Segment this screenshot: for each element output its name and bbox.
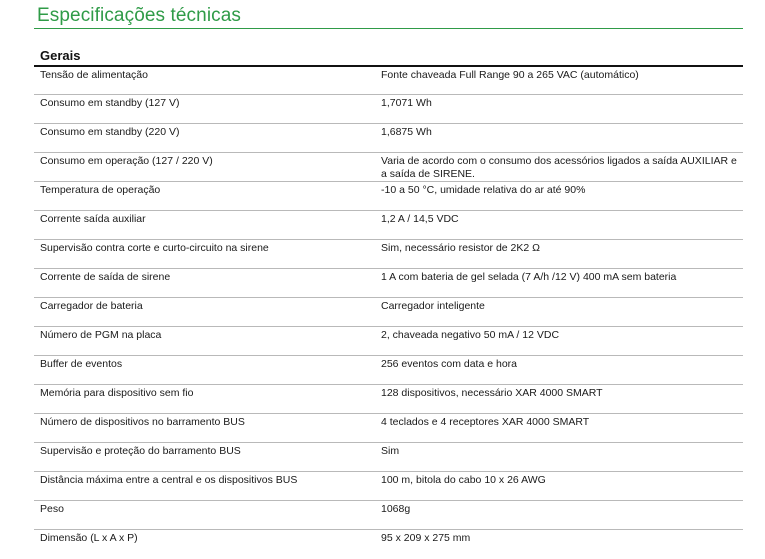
spec-row (34, 356, 743, 385)
spec-row (34, 501, 743, 530)
spec-value: Sim (381, 445, 400, 457)
spec-table (34, 67, 743, 559)
spec-row (34, 95, 743, 124)
spec-label: Número de PGM na placa (40, 329, 162, 341)
spec-label: Consumo em standby (127 V) (40, 97, 180, 109)
spec-value: Fonte chaveada Full Range 90 a 265 VAC (automático) (381, 69, 639, 81)
spec-label: Distância máxima entre a central e os dispositivos BUS (40, 474, 298, 486)
spec-row (34, 67, 743, 95)
spec-label: Número de dispositivos no barramento BUS (40, 416, 245, 428)
spec-label: Carregador de bateria (40, 300, 143, 312)
spec-label: Consumo em operação (127 / 220 V) (40, 155, 213, 167)
spec-value: Varia de acordo com o consumo dos acessórios ligados a saída AUXILIAR e a saída de SIRENE. (381, 155, 737, 180)
spec-label: Consumo em standby (220 V) (40, 126, 180, 138)
spec-row (34, 269, 743, 298)
spec-row (34, 211, 743, 240)
spec-value: -10 a 50 °C, umidade relativa do ar até 90% (381, 184, 586, 196)
spec-label: Corrente saída auxiliar (40, 213, 146, 225)
spec-value: 1,6875 Wh (381, 126, 432, 138)
spec-label: Supervisão contra corte e curto-circuito na sirene (40, 242, 269, 254)
spec-label: Memória para dispositivo sem fio (40, 387, 194, 399)
spec-value: 95 x 209 x 275 mm (381, 532, 471, 544)
spec-value: 2, chaveada negativo 50 mA / 12 VDC (381, 329, 560, 341)
spec-row (34, 153, 743, 182)
section-title: Gerais (40, 48, 81, 63)
spec-value: Carregador inteligente (381, 300, 485, 312)
spec-value: 100 m, bitola do cabo 10 x 26 AWG (381, 474, 546, 486)
spec-label: Temperatura de operação (40, 184, 161, 196)
spec-row (34, 182, 743, 211)
spec-value: 128 dispositivos, necessário XAR 4000 SMART (381, 387, 603, 399)
page-title: Especificações técnicas (37, 5, 242, 26)
title-divider (34, 28, 743, 29)
spec-label: Tensão de alimentação (40, 69, 148, 81)
spec-value: 256 eventos com data e hora (381, 358, 518, 370)
spec-label: Peso (40, 503, 64, 515)
spec-row (34, 298, 743, 327)
spec-row (34, 124, 743, 153)
spec-label: Buffer de eventos (40, 358, 123, 370)
spec-label: Corrente de saída de sirene (40, 271, 171, 283)
spec-value: 1,2 A / 14,5 VDC (381, 213, 459, 225)
spec-value: Sim, necessário resistor de 2K2 Ω (381, 242, 540, 254)
spec-label: Dimensão (L x A x P) (40, 532, 138, 544)
spec-value: 1 A com bateria de gel selada (7 A/h /12 V) 400 mA sem bateria (381, 271, 677, 283)
spec-row (34, 385, 743, 414)
spec-row (34, 327, 743, 356)
spec-row (34, 240, 743, 269)
spec-value: 4 teclados e 4 receptores XAR 4000 SMART (381, 416, 590, 428)
spec-value: 1,7071 Wh (381, 97, 432, 109)
spec-label: Supervisão e proteção do barramento BUS (40, 445, 241, 457)
spec-value: 1068g (381, 503, 411, 515)
spec-row (34, 414, 743, 443)
spec-row (34, 443, 743, 472)
spec-row (34, 472, 743, 501)
spec-row (34, 530, 743, 559)
